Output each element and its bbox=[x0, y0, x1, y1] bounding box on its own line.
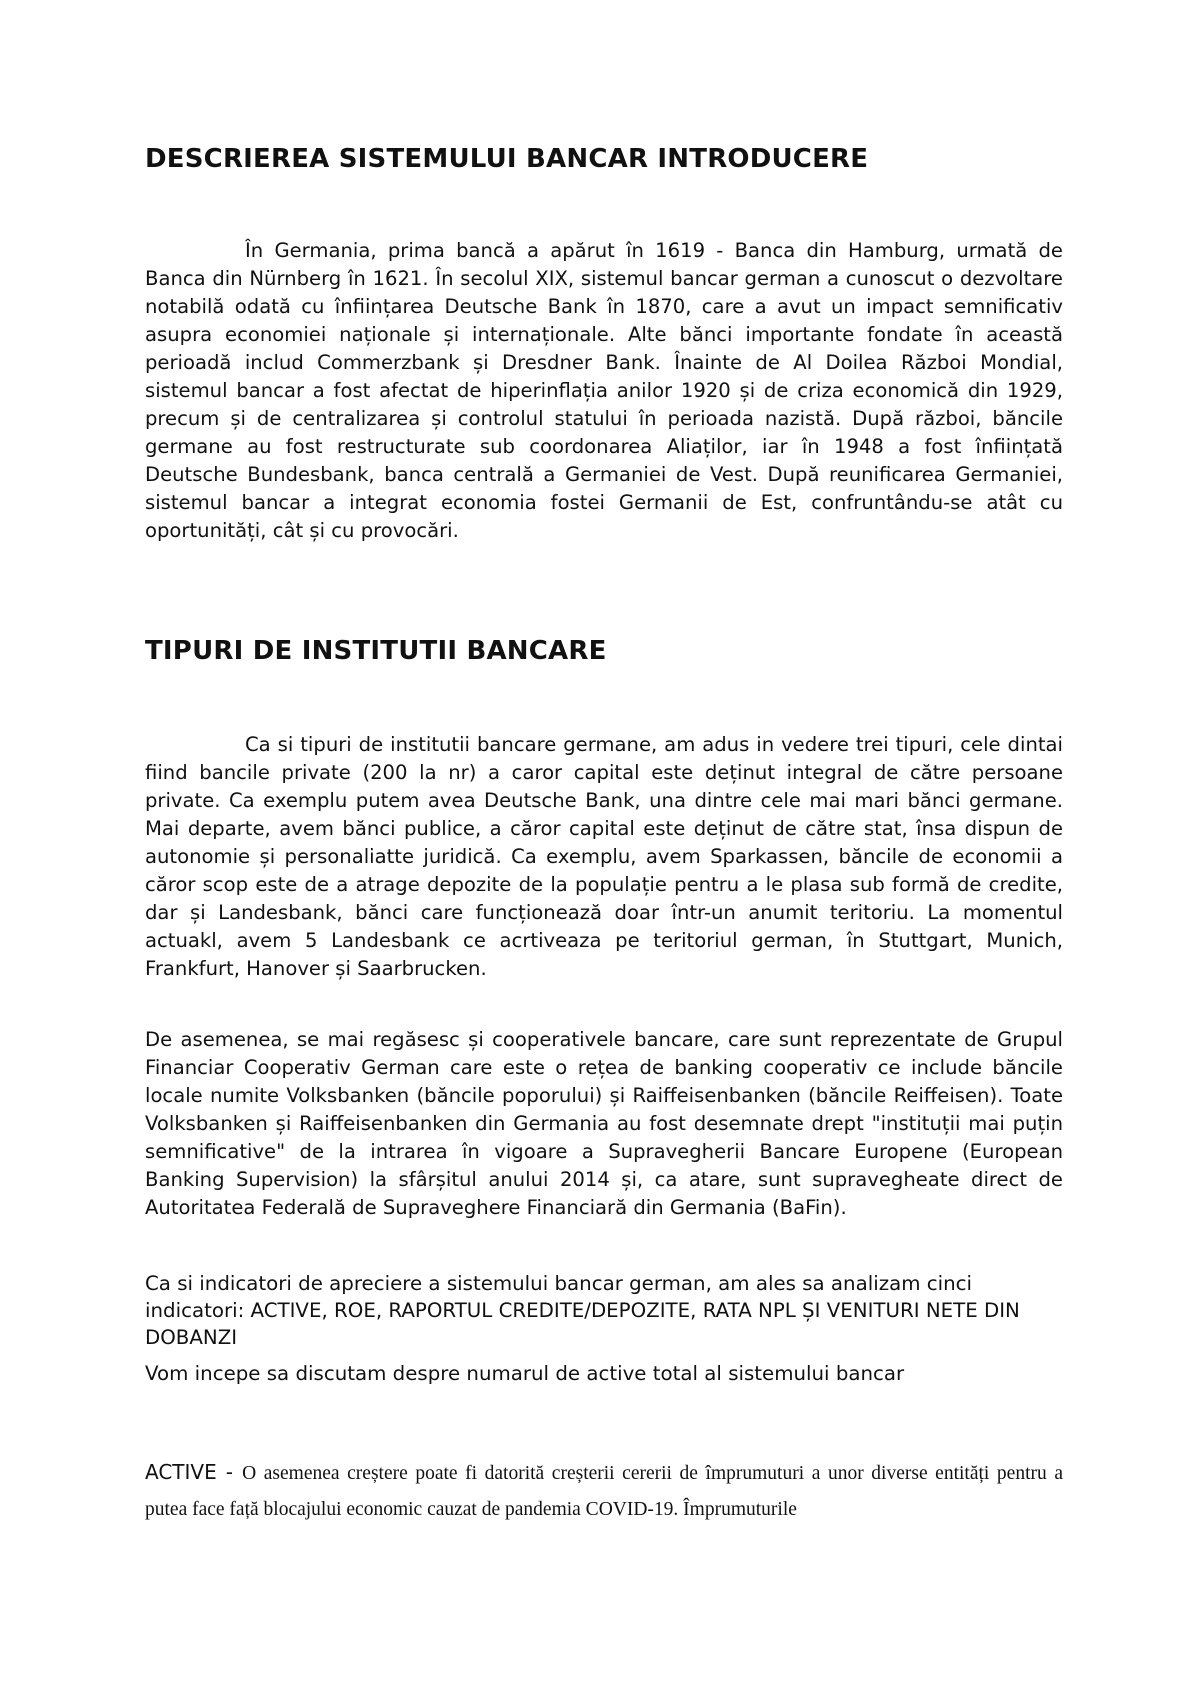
document-title: DESCRIEREA SISTEMULUI BANCAR INTRODUCERE bbox=[145, 144, 869, 174]
types-paragraph-2: De asemenea, se mai regăsesc și cooperativele bancare, care sunt reprezentate de Grupul Financiar Cooperativ German care este o rețea de banking cooperativ ce include băncile locale numite Volksbanken (băncile poporului) și Raiffeisenbanken (băncile Reiffeisen). Toate Volksbanken și Raiffeisenbanken din Germania au fost desemnate drept "instituții mai puțin semnificative" de la intrarea în vigoare a Supravegherii Bancare Europene (European Banking Supervision) la sfârșitul anului 2014 și, ca atare, sunt supravegheate direct de Autoritatea Federală de Supraveghere Financiară din Germania (BaFin). bbox=[145, 1028, 1063, 1219]
active-paragraph bbox=[145, 1455, 1063, 1527]
section-title-types: TIPURI DE INSTITUTII BANCARE bbox=[145, 636, 607, 666]
active-lead: ACTIVE - bbox=[145, 1460, 243, 1484]
active-text: O asemenea creștere poate fi datorită creșterii cererii de împrumuturi a unor diverse entități pentru a putea face față blocajului economic cauzat de pandemia COVID-19. Împrumuturile bbox=[145, 1463, 1063, 1520]
types-paragraph-1: Ca si tipuri de institutii bancare germane, am adus in vedere trei tipuri, cele dintai fiind bancile private (200 la nr) a caror capital este deținut integral de către persoane private. Ca exemplu putem avea Deutsche Bank, una dintre cele mai mari bănci germane. Mai departe, avem bănci publice, a căror capital este deținut de către stat, însa dispun de autonomie și personaliatte juridică. Ca exemplu, avem Sparkassen, băncile de economii a căror scop este de a atrage depozite de la populație pentru a le plasa sub formă de credite, dar și Landesbank, bănci care funcționează doar într-un anumit teritoriu. La momentul actuakl, avem 5 Landesbank ce acrtiveaza pe teritoriul german, în Stuttgart, Munich, Frankfurt, Hanover și Saarbrucken. bbox=[145, 733, 1063, 980]
assets-intro-paragraph: Vom incepe sa discutam despre numarul de active total al sistemului bancar bbox=[145, 1362, 905, 1385]
indicators-paragraph: Ca si indicatori de apreciere a sistemului bancar german, am ales sa analizam cinci indicatori: ACTIVE, ROE, RAPORTUL CREDITE/DEPOZITE, RATA NPL ȘI VENITURI NETE DIN DOBANZI bbox=[145, 1272, 1020, 1349]
intro-paragraph: În Germania, prima bancă a apărut în 1619 - Banca din Hamburg, urmată de Banca din Nürnberg în 1621. În secolul XIX, sistemul bancar german a cunoscut o dezvoltare notabilă odată cu înființarea Deutsche Bank în 1870, care a avut un impact semnificativ asupra economiei naționale și internaționale. Alte bănci importante fondate în această perioadă includ Commerzbank și Dresdner Bank. Înainte de Al Doilea Război Mondial, sistemul bancar a fost afectat de hiperinflația anilor 1920 și de criza economică din 1929, precum și de centralizarea și controlul statului în perioada nazistă. După război, băncile germane au fost restructurate sub coordonarea Aliaților, iar în 1948 a fost înființată Deutsche Bundesbank, banca centrală a Germaniei de Vest. După reunificarea Germaniei, sistemul bancar a integrat economia fostei Germanii de Est, confruntându-se atât cu oportunități, cât și cu provocări. bbox=[145, 239, 1063, 542]
